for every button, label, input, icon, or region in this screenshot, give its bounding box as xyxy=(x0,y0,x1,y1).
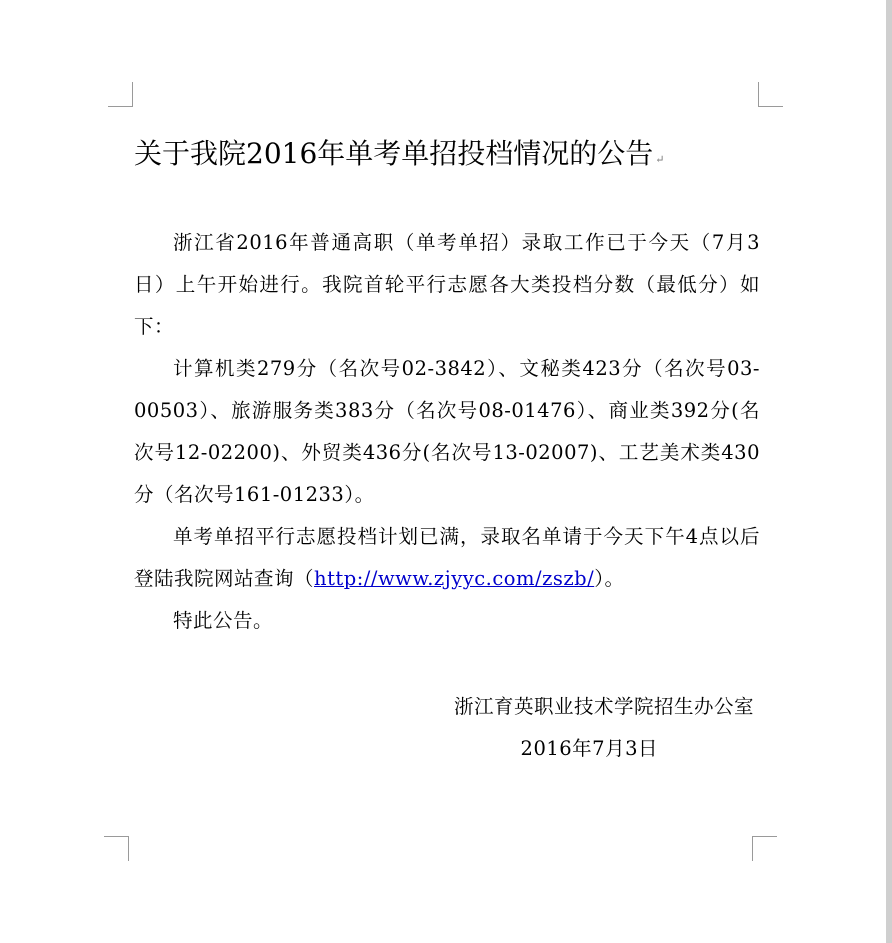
paragraph-scores: 计算机类279分（名次号02-3842）、文秘类423分（名次号03-00503）、旅游服务类383分（名次号08-01476）、商业类392分(名次号12-02200)、外贸类436分(名次号13-02007)、工艺美术类430分（名次号161-01233）。 xyxy=(134,357,760,506)
document-title-text: 关于我院2016年单考单招投档情况的公告 xyxy=(134,137,654,170)
right-scrollbar-edge[interactable] xyxy=(886,0,892,943)
signature-date: 2016年7月3日 xyxy=(520,737,658,760)
top-right-margin-mark xyxy=(758,82,783,107)
paragraph-mark-icon: ↵ xyxy=(655,153,665,166)
top-left-margin-mark xyxy=(108,82,133,107)
signature-block xyxy=(380,686,754,770)
bottom-right-margin-mark xyxy=(752,836,777,861)
paragraph-intro: 浙江省2016年普通高职（单考单招）录取工作已于今天（7月3日）上午开始进行。我院首轮平行志愿各大类投档分数（最低分）如下： xyxy=(134,231,760,338)
document-body xyxy=(134,222,760,642)
paragraph-plan xyxy=(134,516,760,600)
paragraph-plan-tail: ）。 xyxy=(594,567,625,590)
website-link[interactable]: http://www.zjyyc.com/zszb/ xyxy=(314,567,595,590)
bottom-left-margin-mark xyxy=(104,836,129,861)
document-title xyxy=(134,132,774,182)
signature-org: 浙江育英职业技术学院招生办公室 xyxy=(453,695,754,718)
paragraph-closing: 特此公告。 xyxy=(173,609,274,632)
paragraph-plan-text: 单考单招平行志愿投档计划已满，录取名单请于今天下午4点以后登陆我院网站查询（ xyxy=(134,525,760,590)
